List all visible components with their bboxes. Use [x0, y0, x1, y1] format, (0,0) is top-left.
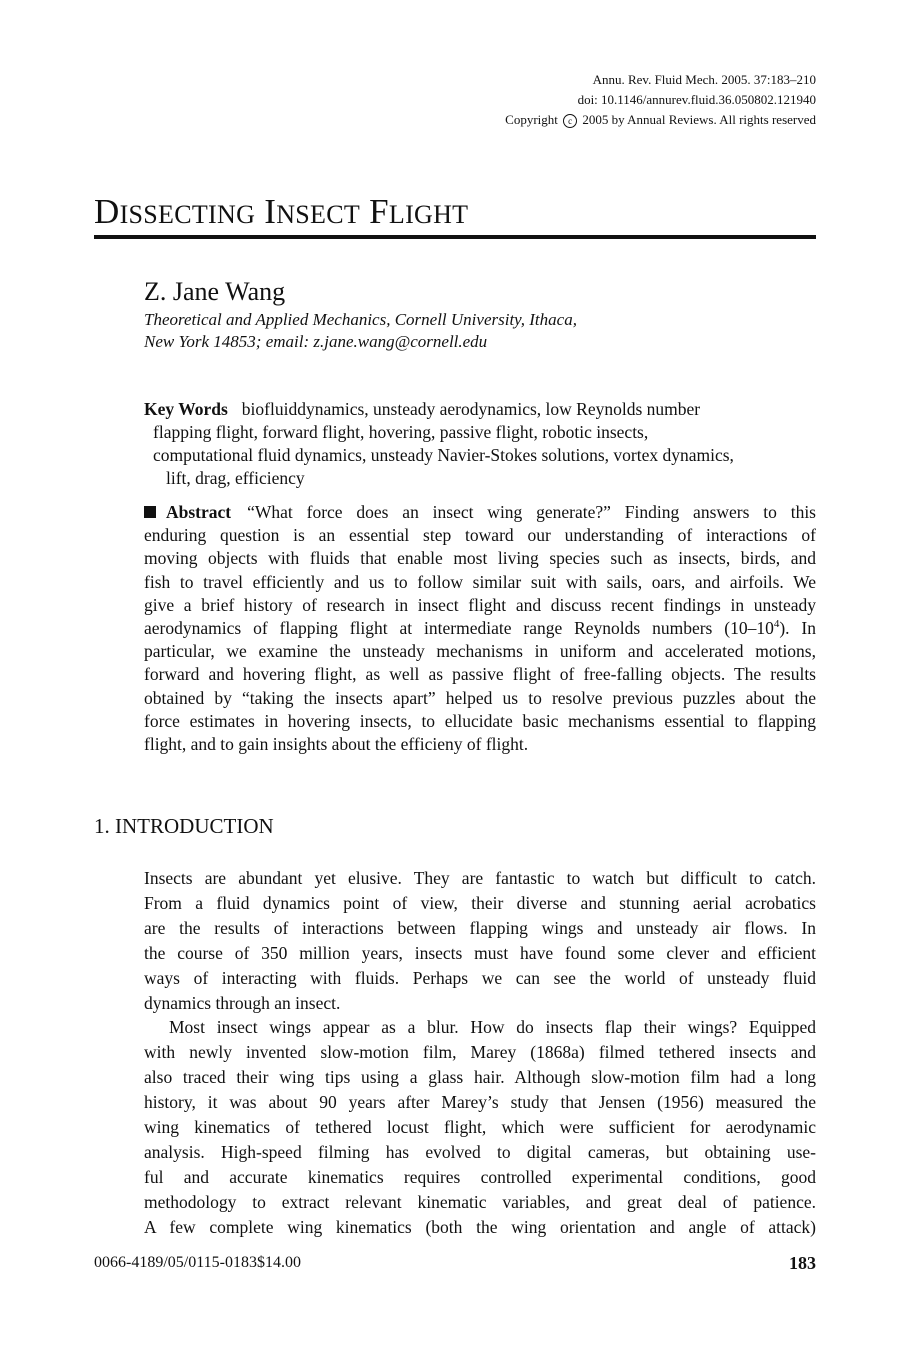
copyright-icon: c — [563, 114, 577, 128]
body-line: the course of 350 million years, insects must have found some clever and efficient — [144, 942, 816, 963]
body-line: history, it was about 90 years after Marey’s study that Jensen (1956) measured the — [144, 1092, 816, 1113]
author-affiliation — [144, 309, 577, 353]
body-line: ful and accurate kinematics requires controlled experimental conditions, good — [144, 1166, 816, 1187]
exponent: 4 — [773, 618, 780, 631]
abstract-line: flight, and to gain insights about the efficieny of flight. — [144, 734, 529, 755]
square-bullet-icon — [144, 506, 156, 518]
introduction-body — [144, 866, 816, 1240]
page-number: 183 — [789, 1253, 816, 1273]
abstract-text: ). In — [779, 618, 817, 639]
abstract-label: Abstract — [166, 502, 232, 522]
body-line: Insects are abundant yet elusive. They are fantastic to watch but difficult to catch. — [144, 868, 816, 888]
abstract-line: particular, we examine the unsteady mechanisms in uniform and accelerated motions, — [144, 641, 816, 662]
abstract-line: fish to travel efficiently and us to follow similar suit with sails, oars, and airfoils. We — [144, 571, 816, 592]
copyright-prefix: Copyright — [505, 112, 558, 127]
body-line: also traced their wing tips using a glass hair. Although slow-motion film had a long — [144, 1067, 816, 1088]
body-line: From a fluid dynamics point of view, their diverse and stunning aerial acrobatics — [144, 892, 816, 913]
title-rest-2: NSECT — [276, 200, 361, 229]
affiliation-line: New York 14853; email: z.jane.wang@cornell.edu — [144, 332, 488, 351]
author-name: Z. Jane Wang — [144, 277, 286, 306]
article-title — [94, 189, 468, 238]
journal-citation: Annu. Rev. Fluid Mech. 2005. 37:183–210 — [592, 72, 816, 87]
body-line: are the results of interactions between flapping wings and unsteady air flows. In — [144, 917, 816, 938]
abstract-line — [144, 617, 816, 640]
keywords-line — [144, 398, 816, 421]
article-code: 0066-4189/05/0115-0183$14.00 — [94, 1254, 301, 1271]
keywords-line: flapping flight, forward flight, hovering, passive flight, robotic insects, — [153, 422, 649, 442]
body-line: wing kinematics of tethered locust flight, which were sufficient for aerodynamic — [144, 1117, 816, 1138]
title-cap-1: D — [94, 192, 120, 231]
keywords-line: lift, drag, efficiency — [166, 468, 305, 488]
copyright-line — [505, 110, 816, 130]
abstract-line: enduring question is an essential step toward our understanding of interactions of — [144, 525, 816, 546]
abstract-line: obtained by “taking the insects apart” helped us to resolve previous puzzles about the — [144, 687, 816, 708]
abstract-text: “What force does an insect wing generate?” Finding answers to this — [247, 502, 816, 522]
title-rest-1: ISSECTING — [119, 200, 256, 229]
abstract-line: forward and hovering flight, as well as passive flight of free-falling objects. The results — [144, 664, 816, 685]
body-line: Most insect wings appear as a blur. How do insects flap their wings? Equipped — [169, 1017, 816, 1038]
title-cap-3: F — [369, 192, 389, 231]
keywords-block — [144, 398, 816, 490]
abstract-line: give a brief history of research in insect flight and discuss recent findings in unsteady — [144, 594, 816, 615]
abstract-block — [144, 501, 816, 756]
keywords-line: computational fluid dynamics, unsteady Navier-Stokes solutions, vortex dynamics, — [153, 445, 734, 465]
keywords-label: Key Words — [144, 399, 228, 419]
abstract-line: moving objects with fluids that enable most living species such as insects, birds, and — [144, 548, 816, 569]
body-line: A few complete wing kinematics (both the wing orientation and angle of attack) — [144, 1216, 816, 1237]
copyright-text: 2005 by Annual Reviews. All rights reserved — [582, 112, 816, 127]
body-line: analysis. High-speed filming has evolved to digital cameras, but obtaining use- — [144, 1141, 816, 1162]
keywords-text: biofluiddynamics, unsteady aerodynamics, low Reynolds number — [241, 399, 701, 419]
title-rest-3: LIGHT — [388, 200, 469, 229]
journal-header — [505, 70, 816, 130]
doi-line: doi: 10.1146/annurev.fluid.36.050802.121940 — [577, 92, 816, 107]
title-cap-2: I — [264, 192, 277, 231]
affiliation-line: Theoretical and Applied Mechanics, Cornell University, Ithaca, — [144, 310, 577, 329]
section-heading: 1. INTRODUCTION — [94, 814, 274, 838]
abstract-text: aerodynamics of flapping flight at intermediate range Reynolds numbers (10–10 — [144, 618, 774, 639]
body-line: with newly invented slow-motion film, Marey (1868a) filmed tethered insects and — [144, 1042, 816, 1063]
abstract-line: force estimates in hovering insects, to ellucidate basic mechanisms essential to flapping — [144, 710, 816, 731]
title-rule — [94, 235, 816, 239]
body-line: dynamics through an insect. — [144, 992, 341, 1013]
body-line: methodology to extract relevant kinematic variables, and great deal of patience. — [144, 1191, 816, 1212]
body-line: ways of interacting with fluids. Perhaps we can see the world of unsteady fluid — [144, 967, 816, 988]
abstract-line — [144, 501, 816, 524]
